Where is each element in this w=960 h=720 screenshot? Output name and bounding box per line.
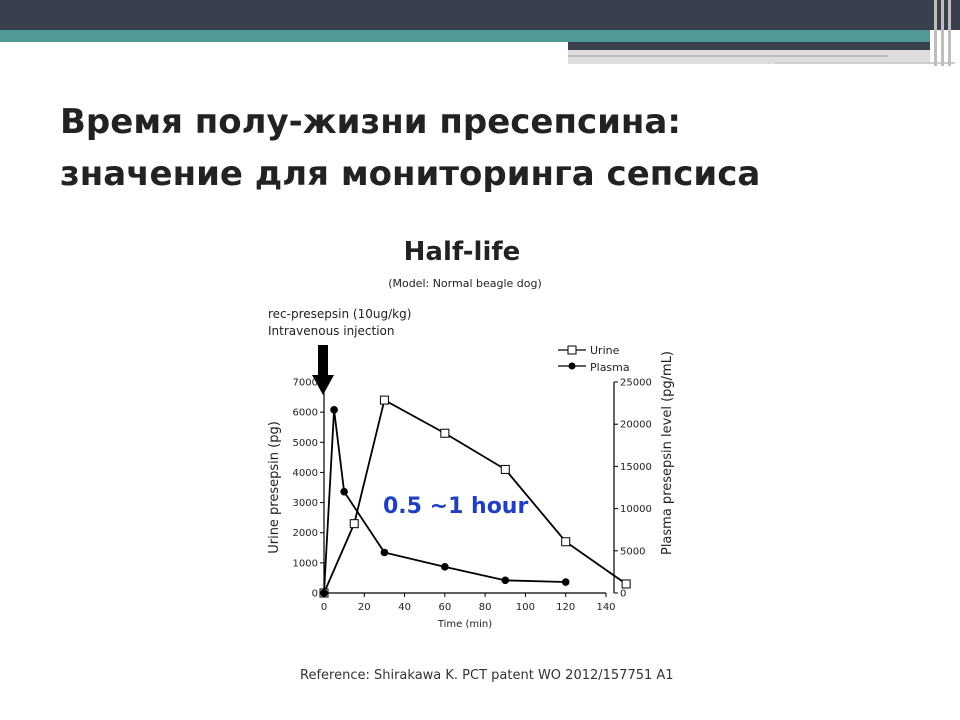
y-right-tick-label: 20000: [620, 419, 652, 431]
data-point-plasma: [320, 589, 328, 597]
y-left-tick-label: 4000: [292, 467, 318, 479]
y-axis-left-label: Urine presepsin (pg): [267, 421, 282, 554]
chart-title: Half-life: [403, 237, 521, 267]
legend-urine-label: Urine: [590, 344, 620, 357]
y-right-tick-label: 15000: [620, 461, 652, 473]
injection-note-line-2: Intravenous injection: [268, 324, 395, 338]
injection-note-line-1: rec-presepsin (10ug/kg): [268, 307, 412, 321]
x-tick-label: 100: [515, 602, 535, 613]
y-right-tick-label: 5000: [620, 546, 646, 558]
x-tick-label: 40: [398, 602, 411, 613]
y-right-tick-label: 25000: [620, 377, 652, 389]
x-axis-label: Time (min): [437, 619, 493, 630]
legend-plasma-marker: [569, 363, 576, 370]
half-life-chart: [240, 225, 710, 645]
chart-subtitle: (Model: Normal beagle dog): [388, 277, 542, 290]
y-right-tick-label: 10000: [620, 504, 652, 516]
y-right-tick-label: 0: [620, 588, 627, 600]
legend: [558, 344, 630, 374]
y-left-tick-label: 3000: [292, 498, 318, 510]
accent-line-2: [775, 62, 955, 64]
data-point-plasma: [340, 488, 348, 496]
legend-plasma-label: Plasma: [590, 361, 630, 374]
x-tick-label: 120: [556, 602, 576, 613]
data-point-urine: [350, 520, 358, 528]
axes: [267, 351, 675, 630]
x-tick-label: 20: [357, 602, 371, 613]
x-tick-label: 140: [596, 602, 616, 613]
right-stripe-3: [948, 0, 951, 66]
data-point-urine: [501, 465, 509, 473]
slide-title-line-2: значение для мониторинга сепсиса: [60, 154, 761, 194]
x-tick-label: 0: [320, 602, 328, 613]
x-tick-label: 80: [478, 602, 492, 613]
data-point-urine: [622, 580, 630, 588]
top-bar: [0, 0, 960, 30]
half-life-highlight: 0.5 ~1 hour: [383, 494, 529, 519]
y-left-tick-label: 5000: [292, 437, 318, 449]
accent-line: [568, 55, 888, 57]
data-point-plasma: [501, 577, 509, 585]
y-left-tick-label: 0: [311, 588, 318, 600]
data-point-plasma: [441, 563, 449, 571]
reference-note: Reference: Shirakawa K. PCT patent WO 2012/157751 A1: [300, 668, 674, 683]
data-point-plasma: [562, 578, 570, 586]
accent-bar-dark: [568, 42, 930, 50]
y-left-tick-label: 7000: [292, 377, 318, 389]
y-left-tick-label: 6000: [292, 407, 318, 419]
y-axis-right-label: Plasma presepsin level (pg/mL): [660, 350, 675, 556]
y-left-tick-label: 2000: [292, 528, 318, 540]
top-accent-bar: [0, 30, 930, 42]
right-stripe-2: [941, 0, 944, 66]
data-point-urine: [441, 429, 449, 437]
x-tick-label: 60: [438, 602, 452, 613]
slide-title-line-1: Время полу-жизни пресепсина:: [60, 102, 681, 142]
legend-urine-marker: [568, 346, 576, 354]
data-point-urine: [562, 538, 570, 546]
right-stripe-1: [934, 0, 937, 66]
data-point-plasma: [381, 549, 389, 557]
slide-title: [60, 96, 920, 200]
data-point-plasma: [330, 406, 338, 414]
y-left-tick-label: 1000: [292, 558, 318, 570]
data-point-urine: [380, 396, 388, 404]
